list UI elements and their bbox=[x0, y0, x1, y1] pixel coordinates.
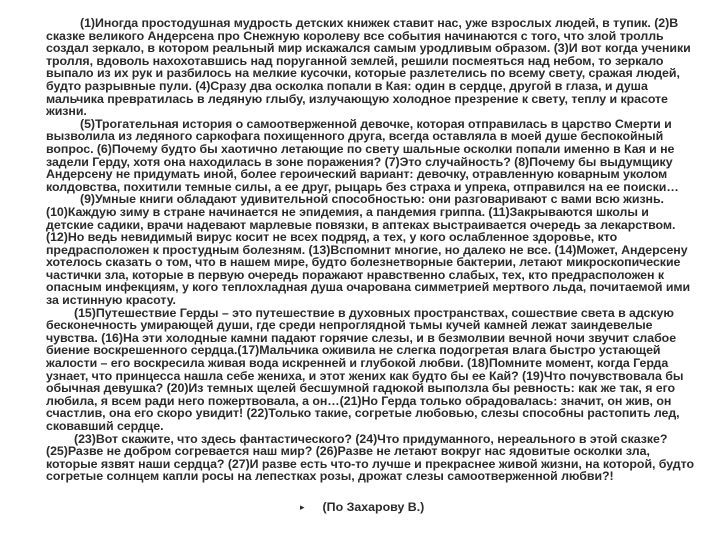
paragraph-3: (9)Умные книги обладают удивительной способностью: они разговаривают с вами всю жизнь. (10)Каждую зиму в стране начинается не эпидемия, а пандемия гриппа. (11)Закрываются школы и детские садики, врачи надевают марлевые повязки, в аптеках выстраивается очередь за лекарством. (12)Но ведь невидимый вирус косит не всех подряд, а тех, у кого ослабленное здоровье, кто предрасположен к простудным болезням. (13)Вспомнит многие, но далеко не все. (14)Может, Андерсену хотелось сказать о том, что в нашем мире, будто болезнетворные бактерии, летают микроскопические частички зла, которые в первую очередь поражают нравственно слабых, тех, кто предрасположен к опасным инфекциям, у кого теплохладная душа очарована симметрией мертвого льда, почитаемой ими за истинную красоту. bbox=[46, 192, 691, 308]
paragraph-5: (23)Вот скажите, что здесь фантастического? (24)Что придуманного, нереального в этой сказке? (25)Разве не добром согревается наш мир? (26)Разве не летают вокруг нас ядовитые осколки зла, которые язвят наши сердца? (27)И разве есть что-то лучше и прекраснее живой жизни, на которой, будто согретые солнцем капли росы на лепестках розы, дрожат слезы самоотверженной любви?! bbox=[46, 431, 694, 484]
arrow-bullet-icon: ▸ bbox=[300, 501, 305, 512]
author-attribution bbox=[300, 500, 424, 514]
paragraph-4: (15)Путешествие Герды – это путешествие в духовных пространствах, сошествие света в адскую бесконечность умирающей души, где среди непроглядной тьмы кучей камней лежат заиндевелые чувства. (16)На эти холодные камни падают горячие слезы, и в безмолвии вечной ночи звучит слабое биение воскрешенного сердца.(17)Мальчика оживила не слегка подогретая влага быстро устающей жалости – его воскресила живая вода искренней и глубокой любви. (18)Помните момент, когда Герда узнает, что принцесса нашла себе жениха, и этот жених как будто бы ее Кай? (19)Что почувствовала бы обычная девушка? (20)Из темных щелей бесшумной гадюкой выползла бы ревность: как же так, я его любила, я всем ради него пожертвовала, а он…(21)Но Герда только обрадовалась: значит, он жив, он счастлив, она его скоро увидит! (22)Только такие, согретые любовью, слезы способны растопить лед, сковавший сердце. bbox=[46, 305, 684, 433]
paragraph-2: (5)Трогательная история о самоотверженной девочке, которая отправилась в царство Смерти и вызволила из ледяного саркофага похищенного друга, всегда оставляла в моей душе беспокойный вопрос. (6)Почему будто бы хаотично летающие по свету шальные осколки попали именно в Кая и не задели Герду, хотя она находилась в зоне поражения? (7)Это случайность? (8)Почему бы выдумщику Андерсену не придумать иной, более героический вариант: девочку, отравленную коварным уколом колдовства, похитили темные силы, а ее друг, рыцарь без страха и упрека, отправился на ее поиски… bbox=[46, 116, 679, 194]
paragraph-1: (1)Иногда простодушная мудрость детских книжек ставит нас, уже взрослых людей, в тупик. (2)В сказке великого Андерсена про Снежную королеву все события начинаются с того, что злой тролль создал зеркало, в котором реальный мир искажался самым уродливым образом. (3)И вот когда ученики тролля, вдоволь нахохотавшись над поруганной землей, решили посмеяться над небом, то зеркало выпало из их рук и разбилось на мелкие кусочки, которые разлетелись по всему свету, сражая людей, будто разрывные пули. (4)Сразу два осколка попали в Кая: один в сердце, другой в глаза, и душа мальчика превратилась в ледяную глыбу, излучающую холодное презрение к свету, теплу и красоте жизни. bbox=[46, 16, 691, 119]
text-block bbox=[46, 17, 696, 483]
author-text: (По Захарову В.) bbox=[322, 500, 425, 514]
